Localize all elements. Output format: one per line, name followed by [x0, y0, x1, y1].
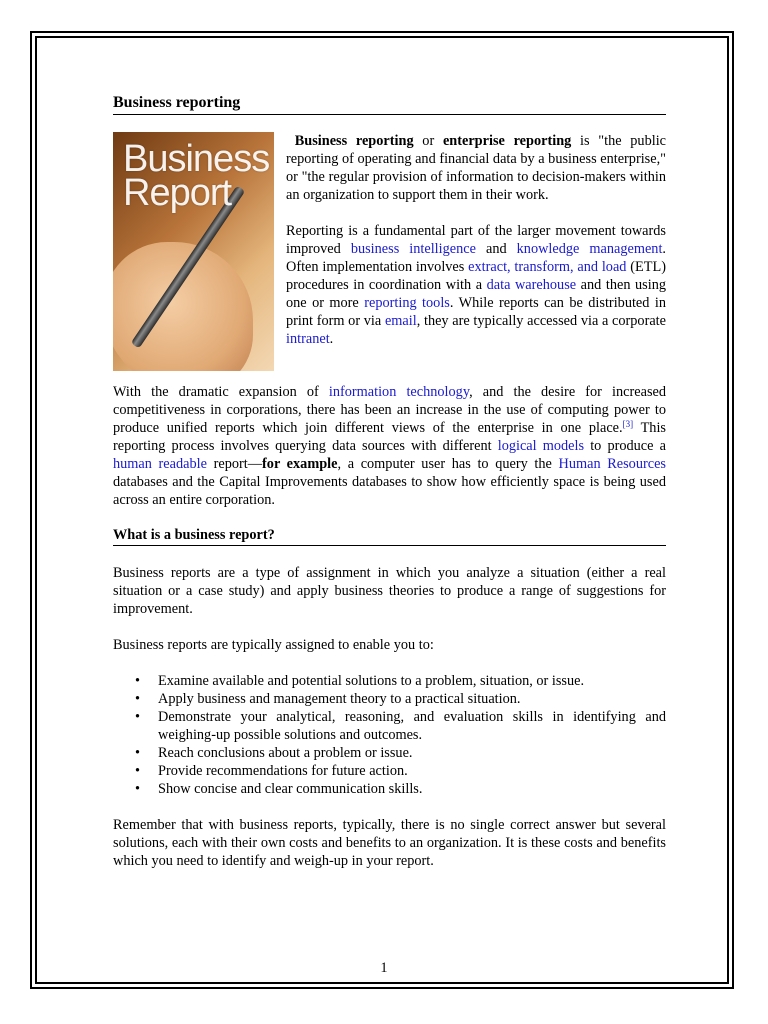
intro-section — [113, 132, 666, 371]
emphasis-for-example: for example — [262, 456, 338, 472]
link-reporting-tools[interactable]: reporting tools — [364, 295, 450, 311]
text-run: Reporting is a fundamental part of the larger movement towards improved — [286, 223, 666, 257]
text-run: and then using one or more — [286, 277, 666, 311]
list-item: • Reach conclusions about a problem or issue. — [158, 744, 666, 762]
link-intranet[interactable]: intranet — [286, 331, 330, 347]
list-item: • Demonstrate your analytical, reasoning, and evaluation skills in identifying and weighing-up possible solutions and outcomes. — [158, 708, 666, 744]
business-report-image — [113, 132, 274, 371]
page-number: 1 — [380, 960, 388, 976]
intro-text — [286, 132, 666, 371]
bullet-list — [113, 672, 666, 798]
term-business-reporting: Business reporting — [294, 133, 414, 149]
link-data-warehouse[interactable]: data warehouse — [486, 277, 577, 293]
paragraph-information-technology — [113, 383, 666, 509]
paragraph-conclusion: Remember that with business reports, typically, there is no single correct answer but several solutions, each with their own costs and benefits to an organization. It is these costs and benefits which you need to identify and weigh-up in your report. — [113, 817, 666, 869]
link-knowledge-management[interactable]: knowledge management — [516, 241, 663, 257]
text-run: . While reports can be distributed in print form or via — [286, 295, 666, 329]
link-human-resources[interactable]: Human Resources — [558, 456, 666, 472]
link-logical-models[interactable]: logical models — [497, 438, 585, 454]
link-email[interactable]: email — [384, 313, 417, 329]
text-run: (ETL) procedures in coordination with a — [286, 259, 666, 293]
intro-paragraph-2 — [286, 222, 666, 348]
link-business-intelligence[interactable]: business intelligence — [350, 241, 476, 257]
list-item: • Show concise and clear communication skills. — [158, 780, 666, 798]
text-run: report— — [206, 456, 263, 472]
paragraph-definition: Business reports are a type of assignment in which you analyze a situation (either a real situation or a case study) and apply business theories to produce a range of suggestions for improvement. — [113, 565, 666, 617]
text-run: . — [329, 331, 334, 347]
term-enterprise-reporting: enterprise reporting — [442, 133, 572, 149]
text-run: to produce a — [584, 438, 666, 454]
text-run: This reporting process involves querying data sources with different — [113, 420, 666, 454]
link-human-readable[interactable]: human readable — [113, 456, 207, 472]
image-word-business: Business — [123, 138, 270, 180]
page-title: Business reporting — [113, 93, 666, 115]
text-run: , and the desire for increased competitiveness in corporations, there has been an increase in the use of computing power to produce unified reports which join different views of the enterprise in one place. — [113, 384, 667, 436]
list-item: • Examine available and potential solutions to a problem, situation, or issue. — [158, 672, 666, 690]
citation-3[interactable]: [3] — [622, 419, 634, 429]
text-run: . Often implementation involves — [286, 241, 666, 275]
image-word-report: Report — [123, 172, 232, 214]
section-heading-what-is-business-report: What is a business report? — [113, 526, 666, 546]
list-item: • Provide recommendations for future action. — [158, 762, 666, 780]
text-run: , a computer user has to query the — [337, 456, 559, 472]
text-run: or — [413, 133, 443, 149]
paragraph-enable-intro: Business reports are typically assigned to enable you to: — [113, 637, 434, 653]
text-run: and — [475, 241, 517, 257]
text-run: , they are typically accessed via a corporate — [416, 313, 666, 329]
link-information-technology[interactable]: information technology — [328, 384, 470, 400]
text-run: databases and the Capital Improvements databases to show how efficiently space is being used across an entire corporation. — [113, 474, 666, 508]
text-run: is "the public reporting of operating and financial data by a business enterprise," or "the regular provision of information to decision-makers within an organization to support them in their work. — [286, 133, 667, 203]
link-etl[interactable]: extract, transform, and load — [468, 259, 627, 275]
list-item: • Apply business and management theory to a practical situation. — [158, 690, 666, 708]
document-body — [113, 93, 666, 870]
hand-graphic — [113, 242, 253, 371]
intro-paragraph-1 — [286, 132, 666, 204]
text-run: With the dramatic expansion of — [113, 384, 329, 400]
